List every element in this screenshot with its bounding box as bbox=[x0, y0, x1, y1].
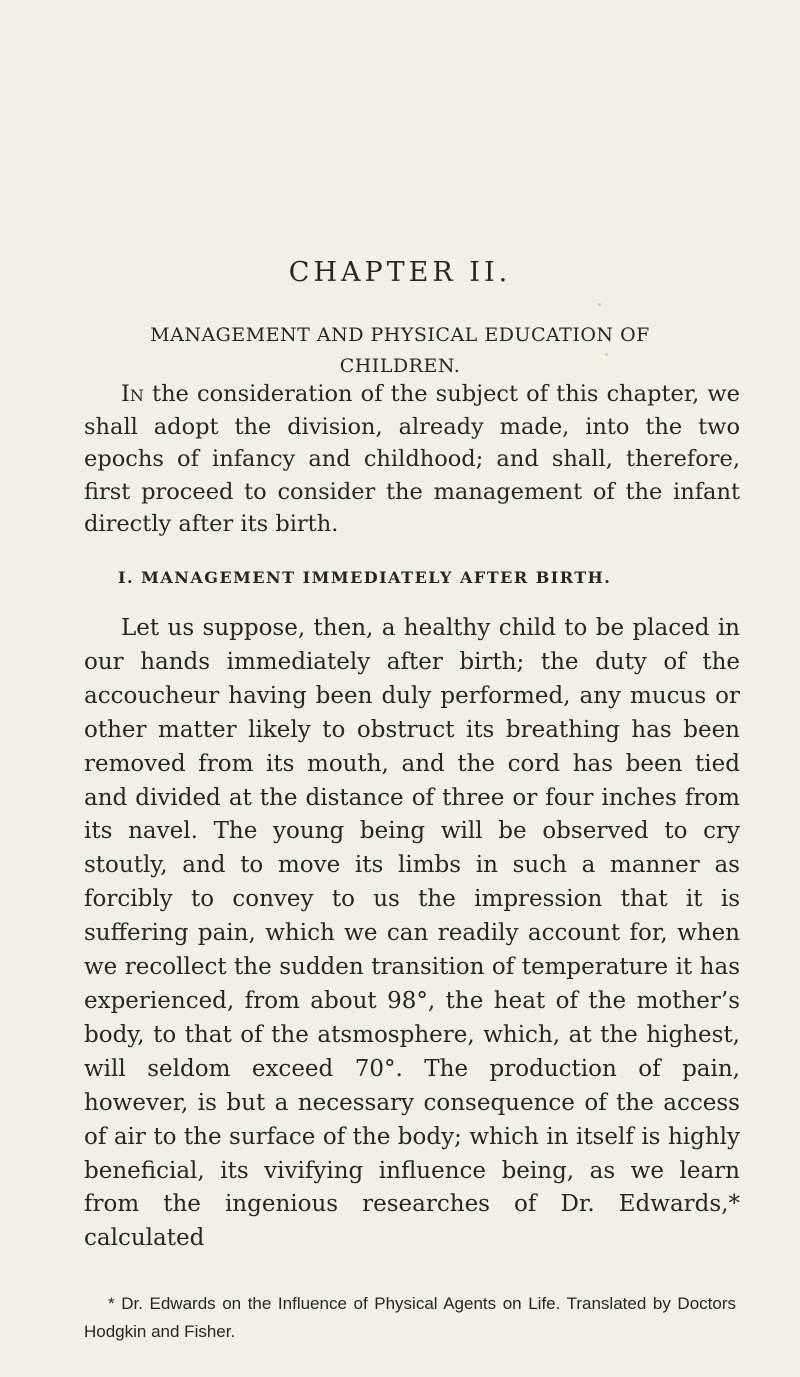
body-paragraph: Let us suppose, then, a healthy child to be placed in our hands immediately after birth; the duty of the accoucheur having been duly performed, any mucus or other matter likely to obstruct its breathing has been removed from its mouth, and the cord has been tied and divided at the distance of three or four inches from its navel. The young being will be observed to cry stoutly, and to move its limbs in such a manner as forcibly to convey to us the impression that it is suffering pain, which we can readily account for, when we recollect the sudden transition of temperature it has experienced, from about 98°, the heat of the mother’s body, to that of the atsmosphere, which, at the highest, will seldom exceed 70°. The production of pain, however, is but a necessary consequence of the access of air to the surface of the body; which in itself is highly beneficial, its vivifying influence being, as we learn from the ingenious researches of Dr. Edwards,* calculated bbox=[84, 615, 740, 1252]
paper-speck bbox=[605, 353, 608, 356]
chapter-heading: CHAPTER II. bbox=[288, 257, 512, 288]
intro-paragraph bbox=[84, 378, 740, 541]
section-title bbox=[70, 320, 730, 382]
section-title-line-1: MANAGEMENT AND PHYSICAL EDUCATION OF bbox=[150, 324, 650, 346]
subsection-title: I. MANAGEMENT IMMEDIATELY AFTER BIRTH. bbox=[118, 568, 612, 587]
intro-lead-word: In bbox=[121, 381, 144, 407]
paper-speck bbox=[598, 303, 601, 306]
intro-text: the consideration of the subject of this chapter, we shall adopt the division, already made, into the two epochs of infancy and childhood; and shall, therefore, first proceed to consider the management of the infant directly after its birth. bbox=[84, 381, 740, 537]
footnote: * Dr. Edwards on the Influence of Physical Agents on Life. Translated by Doctors Hodgkin and Fisher. bbox=[84, 1294, 736, 1341]
section-title-line-2: CHILDREN. bbox=[339, 355, 461, 377]
